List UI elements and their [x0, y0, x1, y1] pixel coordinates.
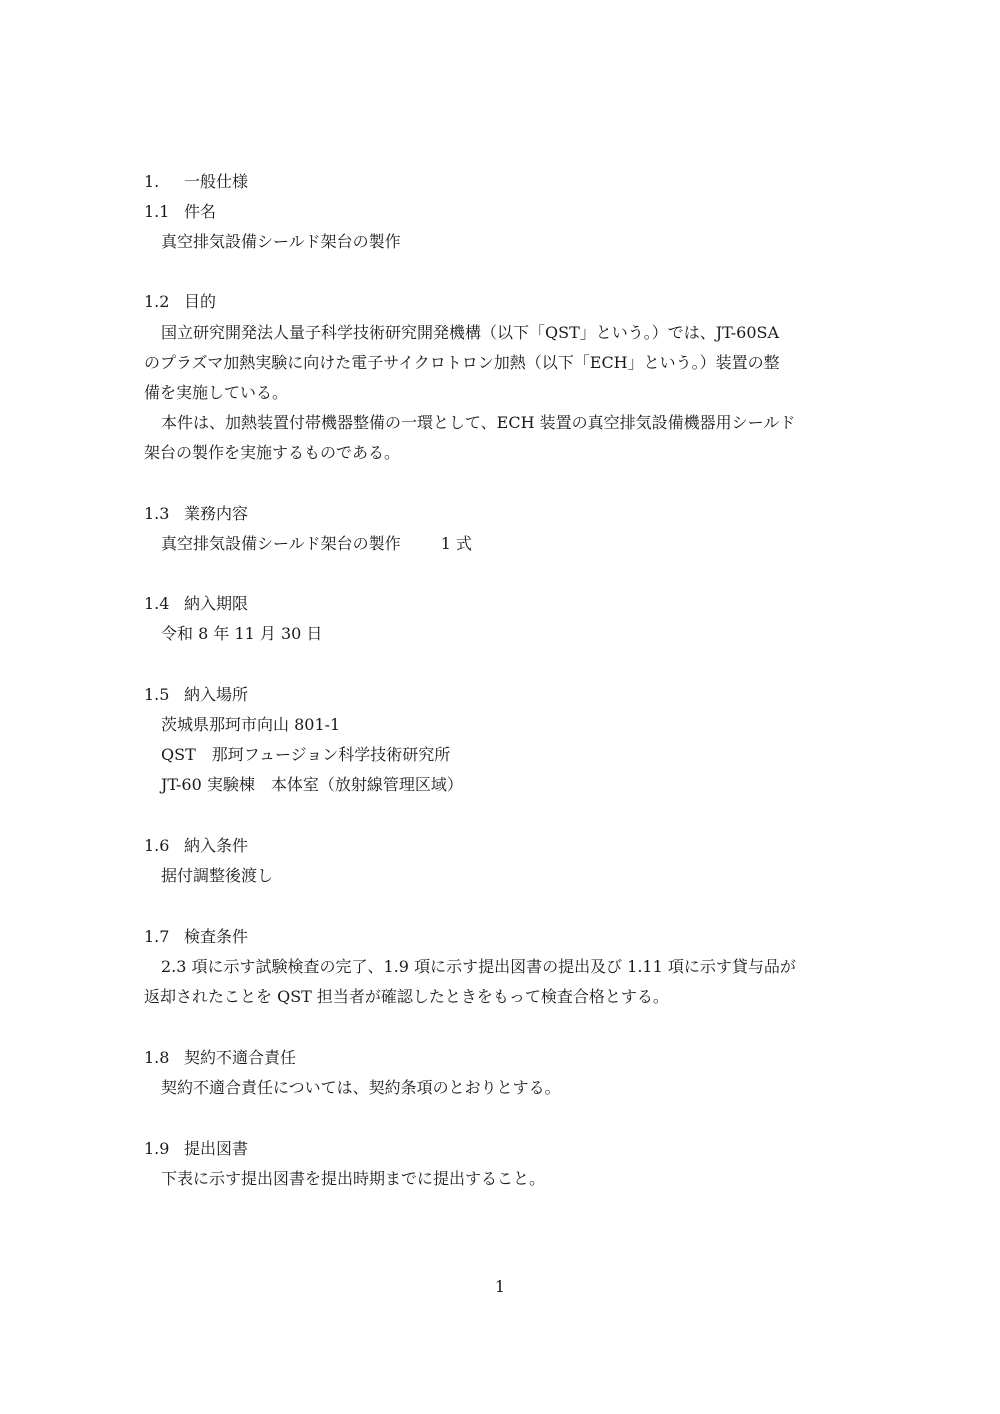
- section-heading-1-8: [144, 1046, 296, 1070]
- paragraph: 令和 8 年 11 月 30 日: [161, 624, 323, 643]
- section-title: 契約不適合責任: [184, 1048, 297, 1067]
- section-title: 納入期限: [184, 594, 249, 613]
- section-heading-1-2: [144, 290, 216, 314]
- paragraph-line: [161, 532, 472, 556]
- paragraph-line: 2.3 項に示す試験検査の完了、1.9 項に示す提出図書の提出及び 1.11 項に示す貸与品が: [161, 957, 796, 976]
- page-number: 1: [494, 1277, 506, 1296]
- section-title: 納入条件: [184, 836, 249, 855]
- section-number: 1.8: [144, 1048, 170, 1067]
- section-number: 1.5: [144, 685, 170, 704]
- address-line: JT-60 実験棟 本体室（放射線管理区域）: [161, 775, 463, 794]
- address-line: 茨城県那珂市向山 801-1: [161, 715, 341, 734]
- section-heading-1: [144, 170, 248, 194]
- section-heading-1-7: [144, 925, 248, 949]
- paragraph-line: 国立研究開発法人量子科学技術研究開発機構（以下「QST」という。）では、JT-60SA: [161, 323, 780, 342]
- work-quantity: 1 式: [440, 534, 472, 553]
- section-heading-1-4: [144, 592, 248, 616]
- paragraph-line: 架台の製作を実施するものである。: [144, 443, 401, 462]
- section-heading-1-9: [144, 1137, 248, 1161]
- section-title: 一般仕様: [184, 172, 249, 191]
- section-number: 1.4: [144, 594, 170, 613]
- paragraph-line: 本件は、加熱装置付帯機器整備の一環として、ECH 装置の真空排気設備機器用シールド: [161, 413, 796, 432]
- section-number: 1.1: [144, 202, 170, 221]
- section-number: 1.7: [144, 927, 170, 946]
- section-title: 検査条件: [184, 927, 249, 946]
- section-heading-1-5: [144, 683, 248, 707]
- section-title: 提出図書: [184, 1139, 249, 1158]
- section-title: 目的: [184, 292, 217, 311]
- paragraph-line: 備を実施している。: [144, 383, 289, 402]
- paragraph: 契約不適合責任については、契約条項のとおりとする。: [161, 1078, 561, 1097]
- section-title: 業務内容: [184, 504, 249, 523]
- section-number: 1.2: [144, 292, 170, 311]
- section-heading-1-1: [144, 200, 216, 224]
- section-number: 1.9: [144, 1139, 170, 1158]
- address-line: QST 那珂フュージョン科学技術研究所: [161, 745, 451, 764]
- section-number: 1.: [144, 172, 160, 191]
- work-item: 真空排気設備シールド架台の製作: [161, 534, 401, 553]
- section-number: 1.3: [144, 504, 170, 523]
- paragraph: 下表に示す提出図書を提出時期までに提出すること。: [161, 1169, 546, 1188]
- paragraph: 真空排気設備シールド架台の製作: [161, 232, 401, 251]
- section-heading-1-6: [144, 834, 248, 858]
- paragraph: 据付調整後渡し: [161, 866, 274, 885]
- section-heading-1-3: [144, 502, 248, 526]
- section-title: 件名: [184, 202, 217, 221]
- section-number: 1.6: [144, 836, 170, 855]
- paragraph-line: のプラズマ加熱実験に向けた電子サイクロトロン加熱（以下「ECH」という。）装置の整: [144, 353, 780, 372]
- section-title: 納入場所: [184, 685, 249, 704]
- paragraph-line: 返却されたことを QST 担当者が確認したときをもって検査合格とする。: [144, 987, 669, 1006]
